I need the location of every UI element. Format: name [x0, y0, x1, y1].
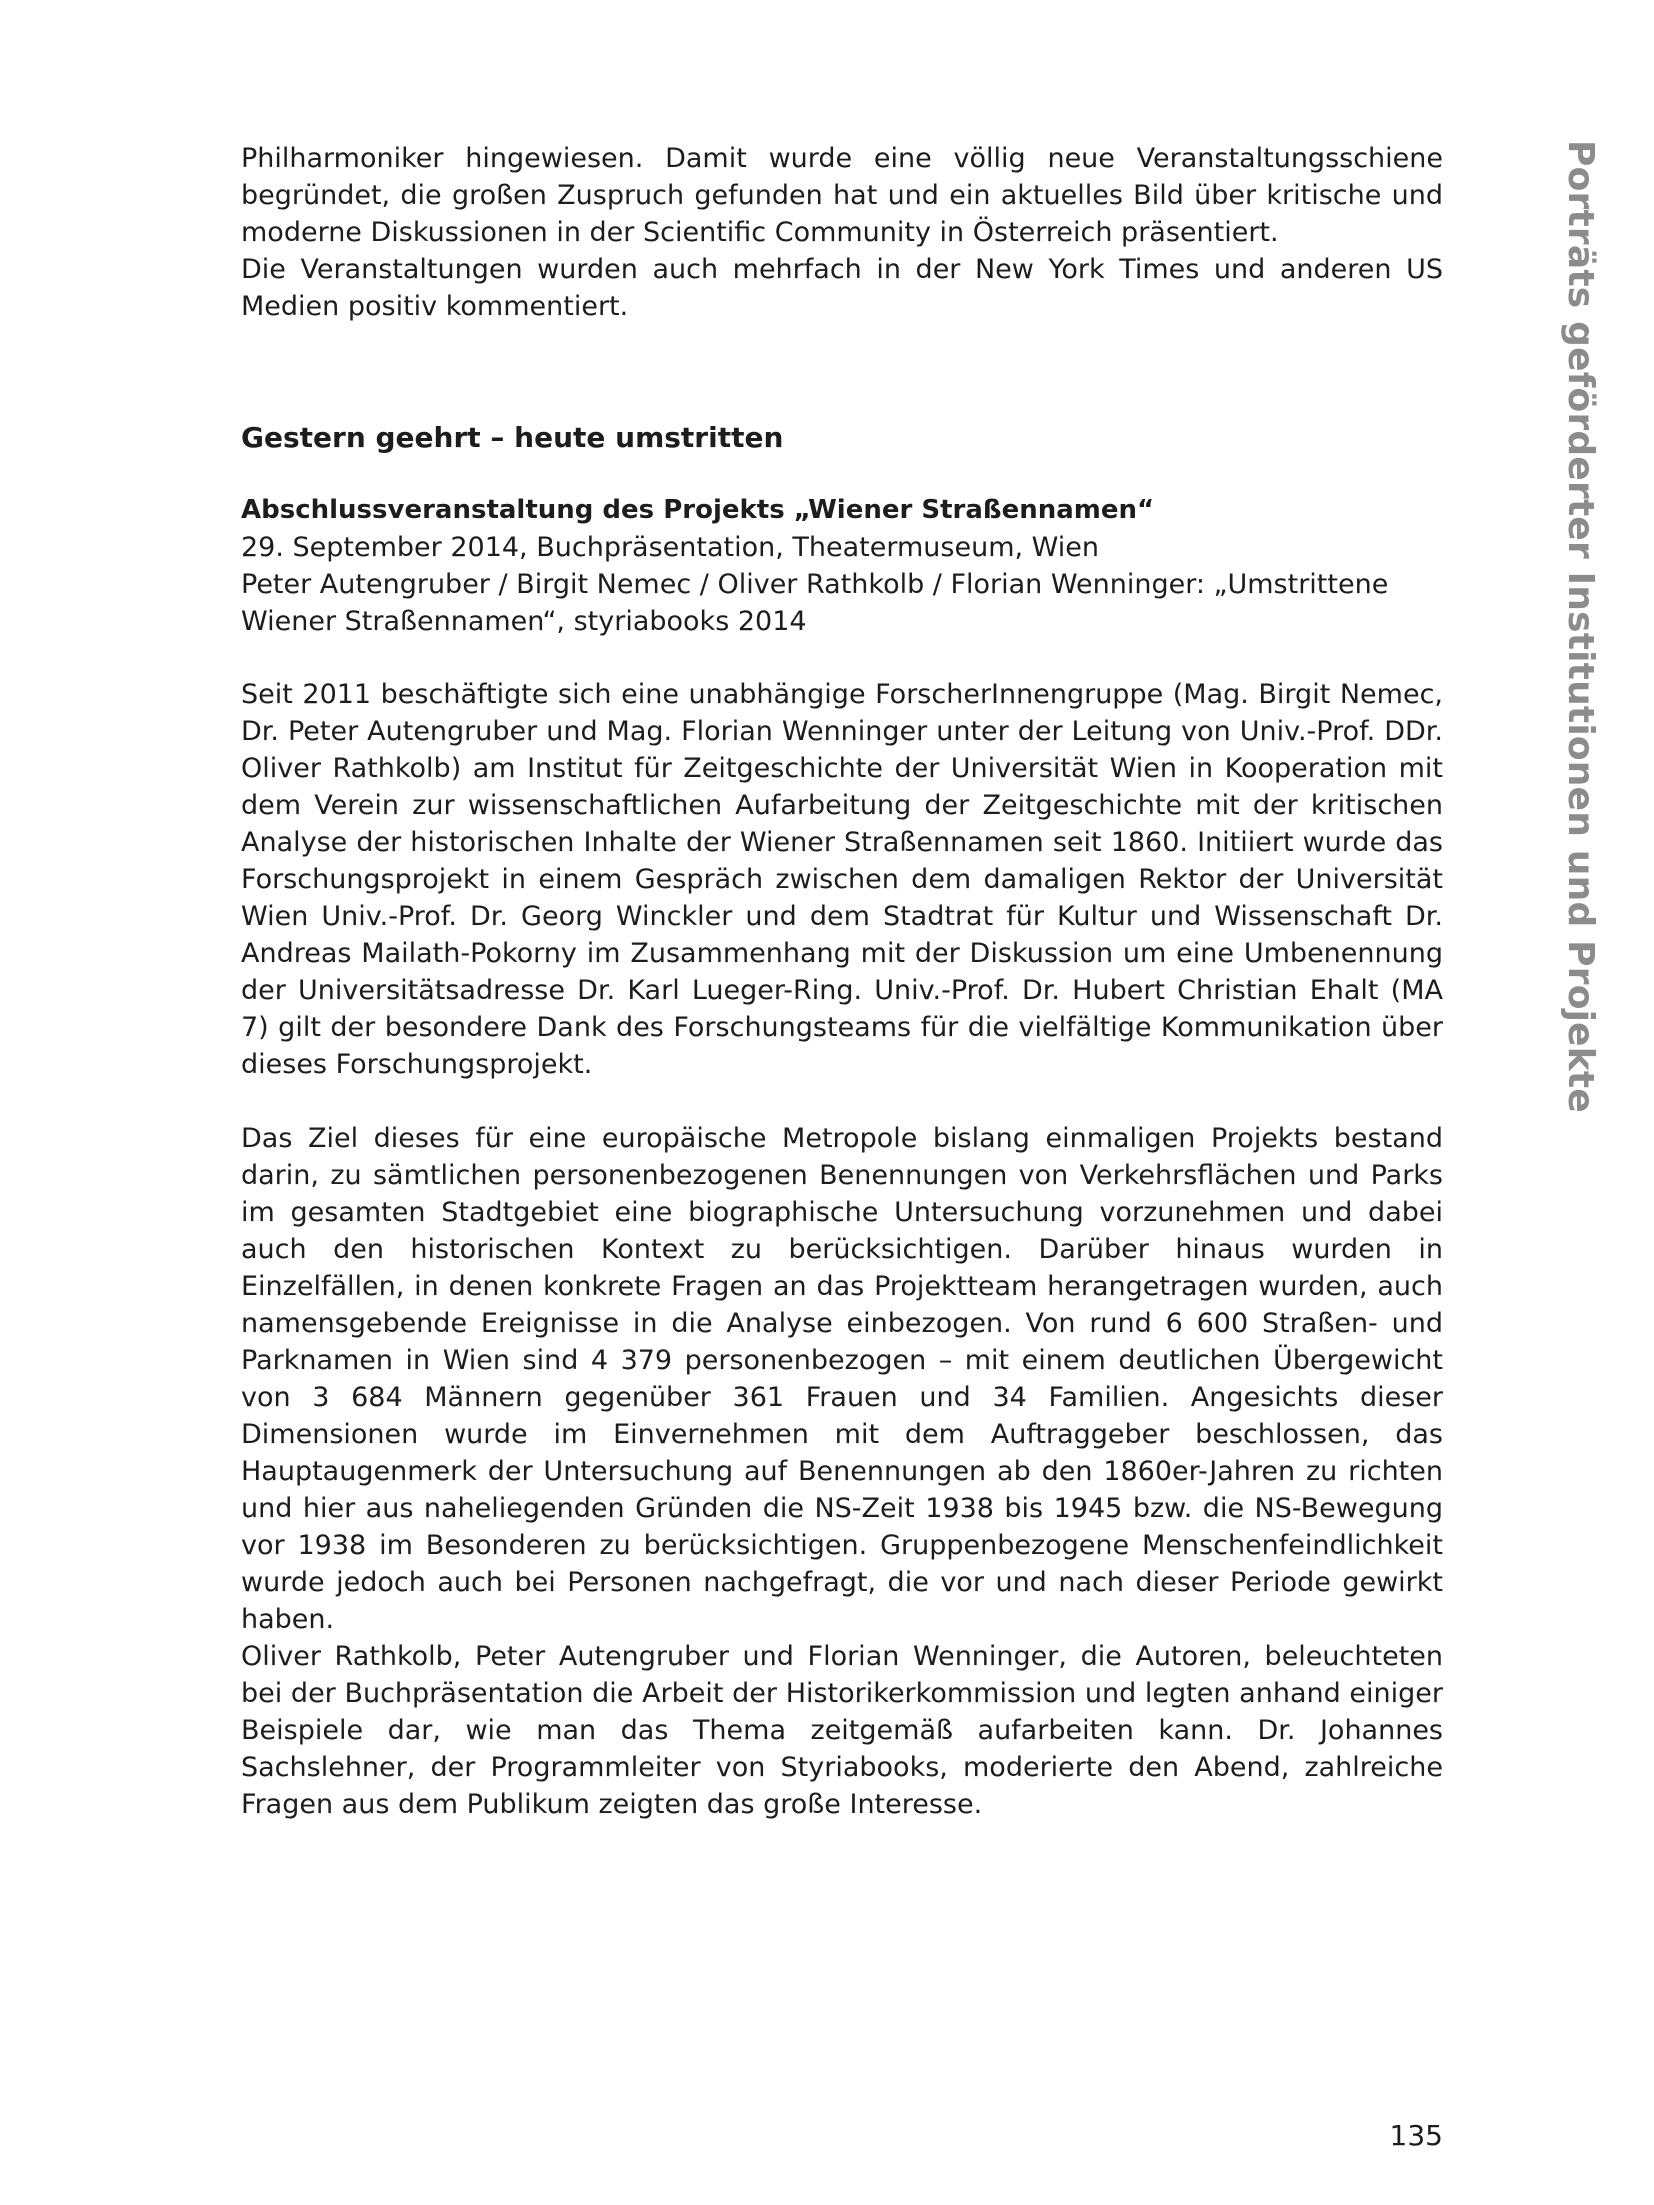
body-paragraph-1: Seit 2011 beschäftigte sich eine unabhängige ForscherInnengruppe (Mag. Birgit Nemec, Dr. Peter Autengruber und Mag. Florian Wenninger unter der Leitung von Univ.-Prof. DDr. Oliver Rathkolb) am Institut für Zeitgeschichte der Universität Wien in Kooperation mit dem Verein zur wissenschaftlichen Aufarbeitung der Zeitgeschichte mit der kritischen Analyse der historischen Inhalte der Wiener Straßennamen seit 1860. Initiiert wurde das Forschungsprojekt in einem Gespräch zwischen dem damaligen Rektor der Universität Wien Univ.-Prof. Dr. Georg Winckler und dem Stadtrat für Kultur und Wissenschaft Dr. Andreas Mailath-Pokorny im Zusammenhang mit der Diskussion um eine Umbenennung der Universitätsadresse Dr. Karl Lueger-Ring. Univ.-Prof. Dr. Hubert Christian Ehalt (MA 7) gilt der besondere Dank des Forschungsteams für die vielfältige Kommunikation über dieses Forschungsprojekt. [241, 679, 1443, 1080]
event-details [241, 529, 1443, 640]
page-number: 135 [1389, 2119, 1443, 2152]
section-heading: Gestern geehrt – heute umstritten [241, 421, 784, 454]
event-book-line-1: Peter Autengruber / Birgit Nemec / Oliver Rathkolb / Florian Wenninger: „Umstrittene [241, 569, 1389, 600]
page-content [241, 140, 1443, 1823]
body-paragraph-3: Oliver Rathkolb, Peter Autengruber und Florian Wenninger, die Autoren, beleuchteten bei der Buchpräsentation die Arbeit der Historikerkommission und legten anhand einiger Beispiele dar, wie man das Thema zeitgemäß aufarbeiten kann. Dr. Johannes Sachslehner, der Programmleiter von Styriabooks, moderierte den Abend, zahlreiche Fragen aus dem Publikum zeigten das große Interesse. [241, 1641, 1443, 1820]
running-section-title: Porträts geförderter Institutionen und Projekte [1560, 140, 1601, 1113]
body-paragraph-2: Das Ziel dieses für eine europäische Metropole bislang einmaligen Projekts bestand darin, zu sämtlichen personenbezogenen Benennungen von Verkehrsflächen und Parks im gesamten Stadtgebiet eine biographische Untersuchung vorzunehmen und dabei auch den historischen Kontext zu berücksichtigen. Darüber hinaus wurden in Einzelfällen, in denen konkrete Fragen an das Projektteam herangetragen wurden, auch namensgebende Ereignisse in die Analyse einbezogen. Von rund 6 600 Straßen- und Parknamen in Wien sind 4 379 personenbezogen – mit einem deutlichen Übergewicht von 3 684 Männern gegenüber 361 Frauen und 34 Familien. Angesichts dieser Dimensionen wurde im Einvernehmen mit dem Auftraggeber beschlossen, das Hauptaugenmerk der Untersuchung auf Benennungen ab den 1860er-Jahren zu richten und hier aus naheliegenden Gründen die NS-Zeit 1938 bis 1945 bzw. die NS-Bewegung vor 1938 im Besonderen zu berücksichtigen. Gruppenbezogene Menschenfeindlichkeit wurde jedoch auch bei Personen nachgefragt, die vor und nach dieser Periode gewirkt haben. [241, 1123, 1443, 1635]
intro-paragraph-2: Die Veranstaltungen wurden auch mehrfach in der New York Times und anderen US Medien positiv kommentiert. [241, 254, 1443, 322]
event-date-line: 29. September 2014, Buchpräsentation, Theatermuseum, Wien [241, 532, 1099, 563]
intro-paragraph-1: Philharmoniker hingewiesen. Damit wurde eine völlig neue Veranstaltungsschiene begründet, die großen Zuspruch gefunden hat und ein aktuelles Bild über kritische und moderne Diskussionen in der Scientific Community in Österreich präsentiert. [241, 143, 1443, 248]
event-book-line-2: Wiener Straßennamen“, styriabooks 2014 [241, 606, 807, 637]
event-title: Abschlussveranstaltung des Projekts „Wiener Straßennamen“ [241, 495, 1155, 525]
